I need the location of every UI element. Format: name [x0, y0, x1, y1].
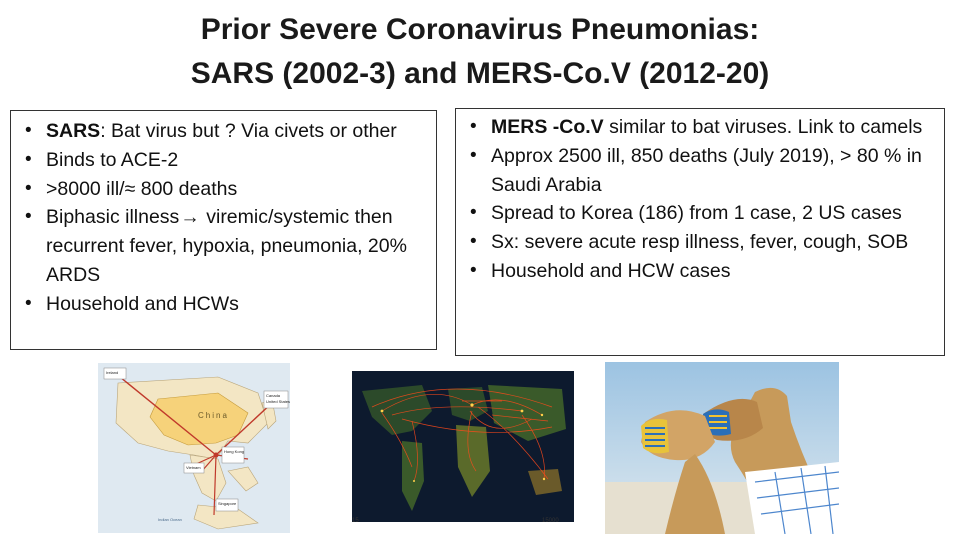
list-item [21, 146, 428, 175]
list-item-text: Approx 2500 ill, 850 deaths (July 2019), > 80 % in Saudi Arabia [491, 144, 922, 196]
list-item [466, 113, 936, 142]
list-item-text: Spread to Korea (186) from 1 case, 2 US cases [491, 202, 902, 225]
list-item-text: similar to bat viruses. Link to camels [603, 116, 923, 138]
list-item [21, 290, 428, 319]
list-item-text: Sx: severe acute resp illness, fever, cough, SOB [491, 231, 909, 254]
sars-box [10, 110, 437, 350]
world-flight-routes-image [352, 371, 574, 522]
list-item [466, 228, 936, 257]
list-item [466, 257, 936, 286]
list-item-text: >8000 ill/≈ 800 deaths [46, 177, 238, 200]
map-label-vietnam: Vietnam [186, 465, 201, 470]
slide-title [0, 8, 960, 96]
mers-box [455, 108, 945, 356]
list-item [466, 199, 936, 228]
list-item [21, 203, 428, 289]
list-item [466, 142, 936, 200]
map-label-singapore: Singapore [218, 501, 237, 506]
world-map-scale-left: 15 [352, 518, 359, 524]
camels-graphic [605, 362, 839, 534]
map-label-indian-ocean: Indian Ocean [158, 517, 182, 522]
world-map-scale-right: 15000 [542, 518, 559, 524]
map-label-ireland: Ireland [106, 370, 119, 375]
map-label-canada: Canada [266, 393, 281, 398]
list-item-text: Biphasic illness [46, 206, 180, 229]
right-arrow-icon: → [180, 206, 200, 229]
list-item-text: viremic/systemic then recurrent fever, hypoxia, pneumonia, 20% ARDS [46, 206, 407, 286]
title-line-2: SARS (2002-3) and MERS-Co.V (2012-20) [190, 57, 770, 90]
mers-label: MERS -Co.V [491, 116, 604, 138]
camels-photo-image [605, 362, 839, 534]
list-item-text: Household and HCWs [46, 292, 239, 315]
list-item [21, 117, 428, 146]
sars-label: SARS [46, 120, 101, 142]
mers-bullet-list [466, 113, 936, 286]
sars-bullet-list [21, 117, 428, 319]
list-item-text: Binds to ACE-2 [46, 148, 179, 171]
list-item-text: : Bat virus but ? Via civets or other [100, 120, 397, 142]
map-graphic [98, 363, 290, 533]
list-item [21, 175, 428, 204]
map-graphic [352, 371, 574, 522]
map-label-hong-kong: Hong Kong [224, 449, 245, 454]
list-item-text: Household and HCW cases [491, 259, 731, 282]
map-label-china: China [198, 411, 229, 420]
map-label-united-states: United States [266, 399, 290, 404]
title-line-1: Prior Severe Coronavirus Pneumonias: [200, 13, 760, 46]
sars-spread-map-image [98, 363, 290, 533]
